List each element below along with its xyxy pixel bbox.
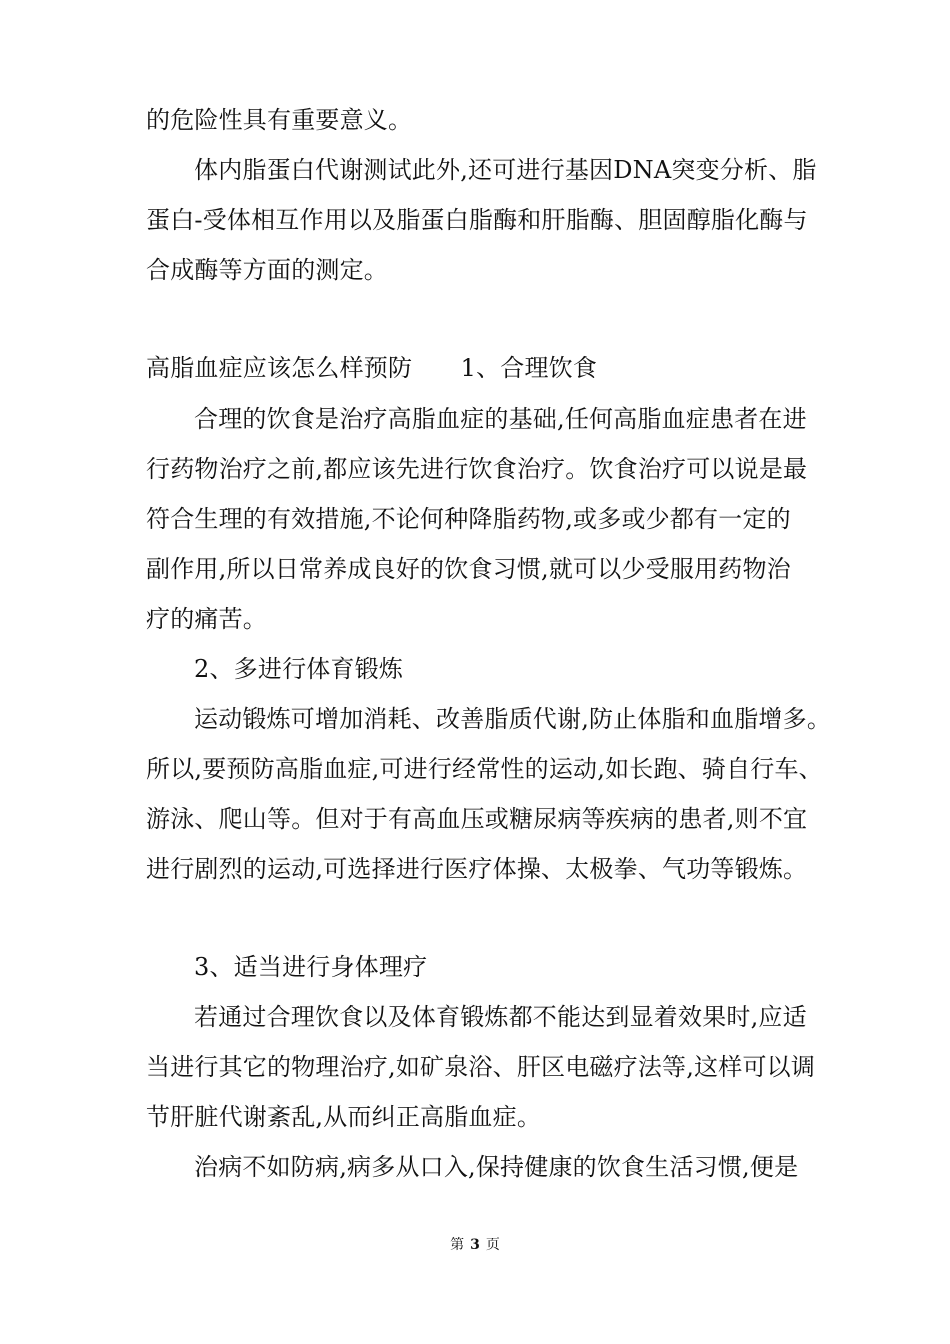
text-line: 的危险性具有重要意义。: [146, 106, 413, 134]
section-heading: 2、多进行体育锻炼: [194, 655, 404, 683]
text-line: 所以,要预防高脂血症,可进行经常性的运动,如长跑、骑自行车、: [146, 755, 823, 783]
text-line: 副作用,所以日常养成良好的饮食习惯,就可以少受服用药物治: [146, 555, 791, 583]
text-line: 进行剧烈的运动,可选择进行医疗体操、太极拳、气功等锻炼。: [146, 855, 808, 883]
text-line: 合成酶等方面的测定。: [146, 256, 388, 284]
page-footer: [0, 1236, 950, 1254]
text-line: 体内脂蛋白代谢测试此外,还可进行基因DNA突变分析、脂: [194, 156, 817, 184]
text-line: 当进行其它的物理治疗,如矿泉浴、肝区电磁疗法等,这样可以调: [146, 1053, 816, 1081]
text-line: 符合生理的有效措施,不论何种降脂药物,或多或少都有一定的: [146, 505, 791, 533]
footer-prefix: 第: [450, 1237, 465, 1253]
text-line: 运动锻炼可增加消耗、改善脂质代谢,防止体脂和血脂增多。: [194, 705, 832, 733]
text-line: 蛋白-受体相互作用以及脂蛋白脂酶和肝脂酶、胆固醇脂化酶与: [146, 206, 808, 234]
footer-suffix: 页: [485, 1237, 500, 1253]
text-line: 合理的饮食是治疗高脂血症的基础,任何高脂血症患者在进: [194, 405, 807, 433]
text-line: 游泳、爬山等。但对于有高血压或糖尿病等疾病的患者,则不宜: [146, 805, 808, 833]
text-line: 疗的痛苦。: [146, 605, 267, 633]
section-heading: 3、适当进行身体理疗: [194, 953, 428, 981]
section-heading: 高脂血症应该怎么样预防 1、合理饮食: [146, 354, 598, 382]
text-line: 若通过合理饮食以及体育锻炼都不能达到显着效果时,应适: [194, 1003, 807, 1031]
text-line: 节肝脏代谢紊乱,从而纠正高脂血症。: [146, 1103, 542, 1131]
page-number: 3: [470, 1237, 480, 1253]
text-line: 行药物治疗之前,都应该先进行饮食治疗。饮食治疗可以说是最: [146, 455, 808, 483]
text-line: 治病不如防病,病多从口入,保持健康的饮食生活习惯,便是: [194, 1153, 799, 1181]
